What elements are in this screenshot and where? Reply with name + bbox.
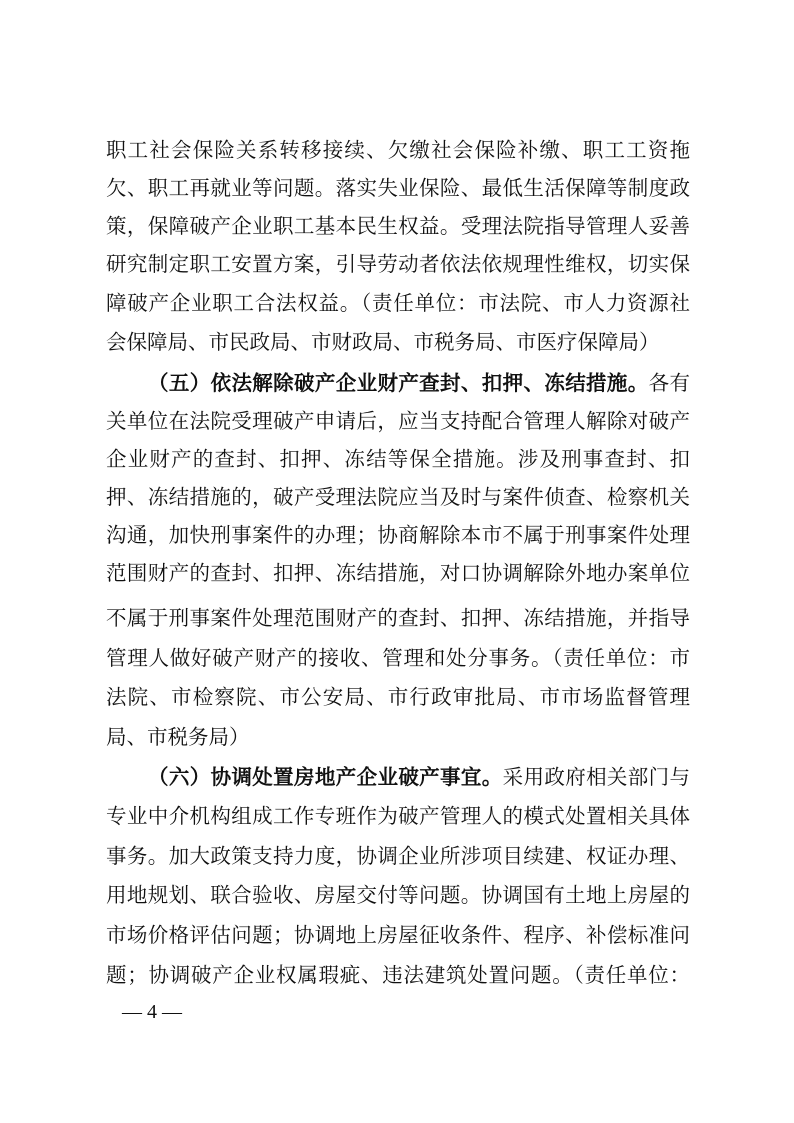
paragraph-line: 市场价格评估问题；协调地上房屋征收条件、程序、补偿标准问 [106, 923, 690, 947]
paragraph-line: 题；协调破产企业权属瑕疵、违法建筑处置问题。（责任单位： [106, 963, 690, 987]
paragraph-line: 欠、职工再就业等问题。落实失业保险、最低生活保障等制度政 [106, 176, 690, 200]
paragraph-line: 策，保障破产企业职工基本民生权益。受理法院指导管理人妥善 [106, 214, 690, 238]
paragraph-line: 事务。加大政策支持力度，协调企业所涉项目续建、权证办理、 [106, 844, 690, 868]
paragraph-line: 不属于刑事案件处理范围财产的查封、扣押、冻结措施，并指导 [106, 606, 690, 630]
paragraph-first-line [148, 762, 690, 792]
paragraph-line: 关单位在法院受理破产申请后，应当支持配合管理人解除对破产 [106, 409, 690, 433]
paragraph-line: 用地规划、联合验收、房屋交付等问题。协调国有土地上房屋的 [106, 883, 690, 907]
paragraph-line-tail: 各有 [648, 371, 691, 395]
paragraph-line: 法院、市检察院、市公安局、市行政审批局、市市场监督管理 [106, 685, 690, 709]
paragraph-line: 专业中介机构组成工作专班作为破产管理人的模式处置相关具体 [106, 804, 690, 828]
paragraph-line: 研究制定职工安置方案，引导劳动者依法依规理性维权，切实保 [106, 252, 690, 276]
section-heading-6: （六）协调处置房地产企业破产事宜。 [148, 765, 503, 789]
section-heading-5: （五）依法解除破产企业财产查封、扣押、冻结措施。 [148, 371, 649, 395]
paragraph-line: 会保障局、市民政局、市财政局、市税务局、市医疗保障局） [106, 330, 660, 354]
paragraph-line: 职工社会保险关系转移接续、欠缴社会保险补缴、职工工资拖 [106, 138, 690, 162]
paragraph-line: 范围财产的查封、扣押、冻结措施，对口协调解除外地办案单位 [106, 561, 690, 585]
paragraph-line: 局、市税务局） [106, 725, 250, 749]
paragraph-line: 障破产企业职工合法权益。（责任单位：市法院、市人力资源社 [106, 291, 690, 315]
paragraph-line: 押、冻结措施的，破产受理法院应当及时与案件侦查、检察机关 [106, 485, 690, 509]
paragraph-line: 企业财产的查封、扣押、冻结等保全措施。涉及刑事查封、扣 [106, 447, 690, 471]
paragraph-line: 沟通，加快刑事案件的办理；协商解除本市不属于刑事案件处理 [106, 523, 690, 547]
paragraph-line: 管理人做好破产财产的接收、管理和处分事务。（责任单位：市 [106, 646, 690, 670]
paragraph-first-line [148, 368, 690, 398]
paragraph-line-tail: 采用政府相关部门与 [502, 765, 691, 789]
page-number: — 4 — [122, 1001, 182, 1023]
